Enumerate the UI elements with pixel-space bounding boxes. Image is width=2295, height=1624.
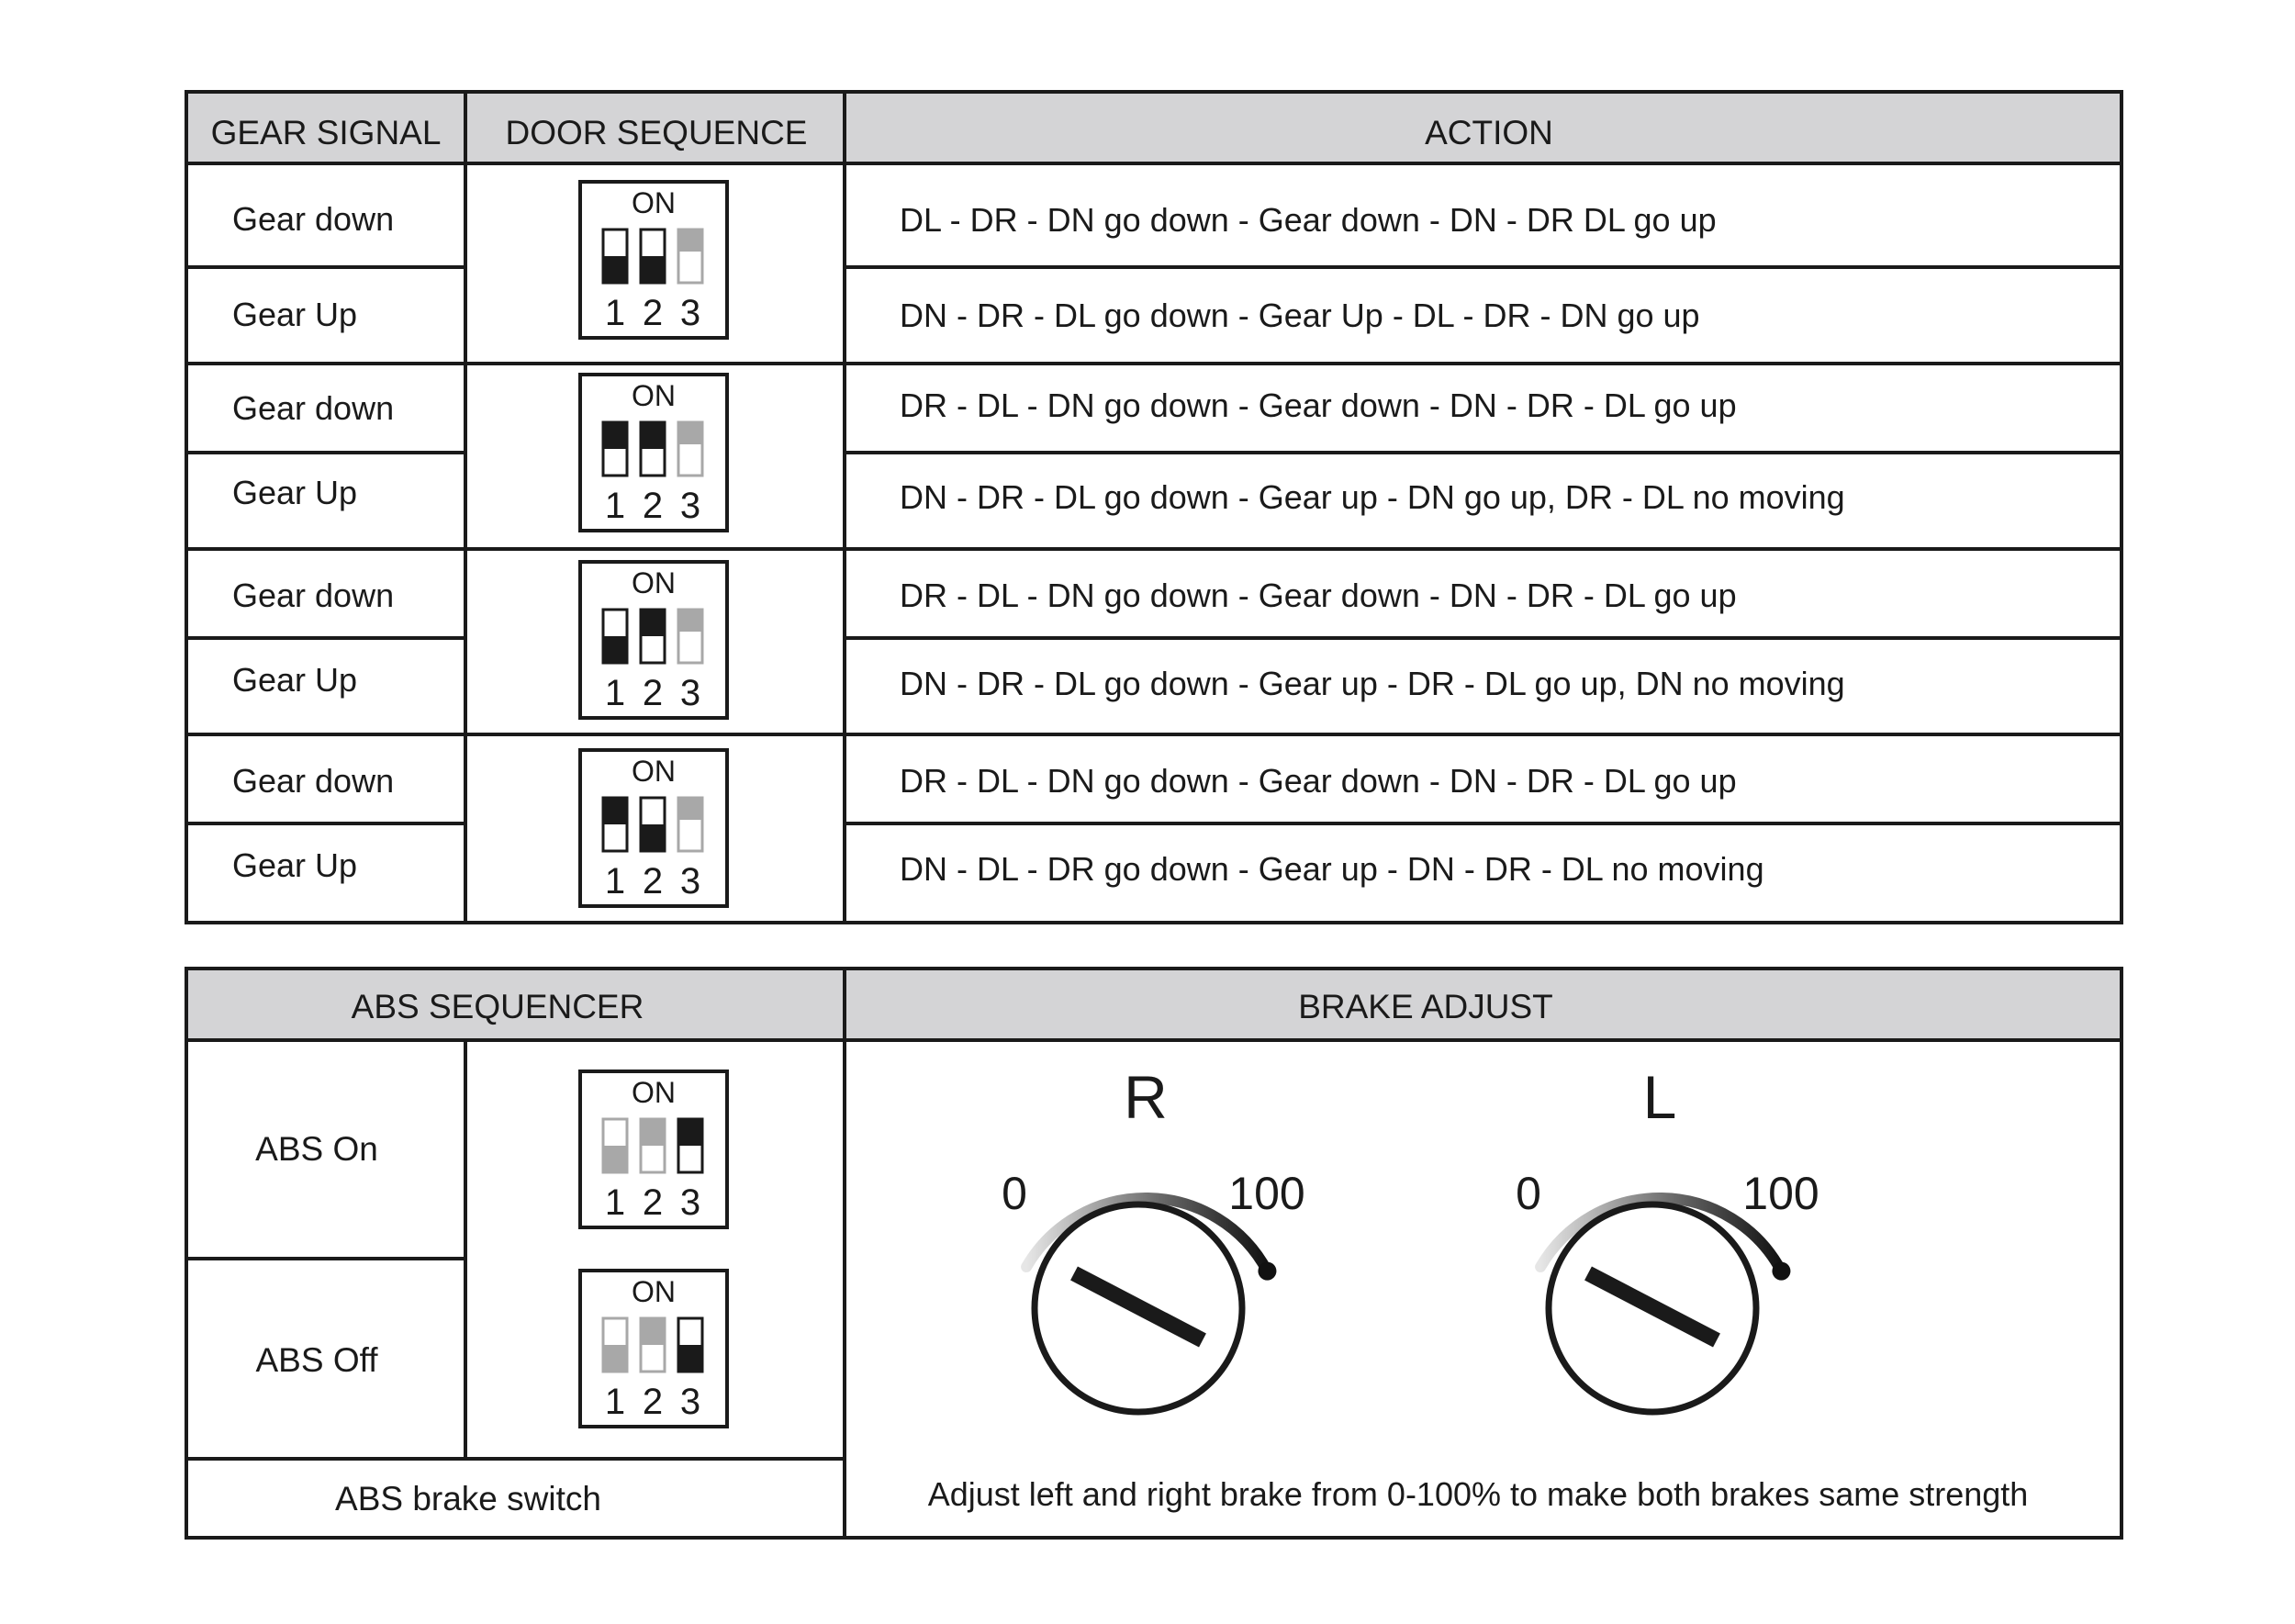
- dip-lever-knob: [603, 422, 627, 449]
- dip-number: 2: [642, 1182, 664, 1223]
- dip-lever-knob: [678, 798, 702, 820]
- dip-lever-knob: [603, 1345, 627, 1372]
- dial-min-label: 0: [1002, 1168, 1027, 1219]
- dip-number: 3: [679, 486, 701, 526]
- gear-signal-label: Gear down: [232, 577, 395, 614]
- dial-range-end: [1258, 1262, 1276, 1281]
- table-header-bg: [186, 92, 2121, 163]
- header-brake-adjust: BRAKE ADJUST: [1298, 988, 1553, 1025]
- abs-off-dip-switch: [580, 1271, 727, 1427]
- dip-on-label: ON: [632, 379, 676, 412]
- action-text: DR - DL - DN go down - Gear down - DN - DR - DL go up: [900, 386, 1737, 424]
- dip-number: 1: [604, 1182, 626, 1223]
- door-sequence-table: [186, 92, 2121, 923]
- dip-on-label: ON: [632, 1076, 676, 1109]
- dip-lever-knob: [678, 422, 702, 444]
- gear-signal-label: Gear down: [232, 762, 395, 800]
- abs-brake-switch-label: ABS brake switch: [335, 1480, 601, 1518]
- dip-on-label: ON: [632, 755, 676, 788]
- action-text: DR - DL - DN go down - Gear down - DN - DR - DL go up: [900, 762, 1737, 800]
- dip-lever-knob: [641, 256, 665, 283]
- gear-signal-label: Gear down: [232, 200, 395, 238]
- dip-lever-knob: [641, 610, 665, 636]
- gear-signal-label: Gear Up: [232, 846, 358, 884]
- dip-on-label: ON: [632, 566, 676, 599]
- dip-number: 1: [604, 1382, 626, 1422]
- dip-lever-knob: [641, 1119, 665, 1146]
- header-abs-sequencer: ABS SEQUENCER: [351, 988, 644, 1025]
- dip-lever-knob: [603, 636, 627, 663]
- dip-number: 3: [679, 293, 701, 333]
- door-dip-switch: [580, 750, 727, 906]
- dip-number: 1: [604, 293, 626, 333]
- dip-lever-knob: [641, 824, 665, 851]
- door-dip-switch: [580, 375, 727, 531]
- dip-number: 3: [679, 1382, 701, 1422]
- brake-adjust-note: Adjust left and right brake from 0-100% to make both brakes same strength: [927, 1475, 2029, 1513]
- dip-lever-knob: [678, 1119, 702, 1146]
- action-text: DN - DR - DL go down - Gear up - DR - DL go up, DN no moving: [900, 665, 1845, 702]
- header-action: ACTION: [1425, 114, 1553, 151]
- door-dip-switch: [580, 562, 727, 718]
- dip-lever-knob: [603, 798, 627, 824]
- dip-lever-knob: [641, 1318, 665, 1345]
- dip-number: 3: [679, 861, 701, 902]
- door-dip-switch: [580, 182, 727, 338]
- dip-number: 2: [642, 1382, 664, 1422]
- dial-side-label: R: [1124, 1063, 1168, 1131]
- action-text: DN - DR - DL go down - Gear up - DN go up, DR - DL no moving: [900, 478, 1845, 516]
- gear-signal-label: Gear Up: [232, 661, 358, 699]
- dip-number: 2: [642, 486, 664, 526]
- header-gear-signal: GEAR SIGNAL: [210, 114, 442, 151]
- dip-on-label: ON: [632, 186, 676, 219]
- dip-lever-knob: [678, 230, 702, 252]
- gear-signal-label: Gear down: [232, 389, 395, 427]
- dip-lever-knob: [603, 256, 627, 283]
- header-door-sequence: DOOR SEQUENCE: [505, 114, 808, 151]
- dip-on-label: ON: [632, 1275, 676, 1308]
- dial-side-label: L: [1642, 1063, 1677, 1131]
- action-text: DN - DL - DR go down - Gear up - DN - DR - DL no moving: [900, 850, 1764, 888]
- dip-number: 1: [604, 861, 626, 902]
- dial-range-end: [1772, 1262, 1790, 1281]
- dip-number: 3: [679, 673, 701, 713]
- abs-brake-table: [186, 969, 2121, 1538]
- gear-signal-label: Gear Up: [232, 296, 358, 333]
- left-brake-dial[interactable]: [1516, 1063, 1819, 1412]
- abs-off-label: ABS Off: [255, 1341, 378, 1379]
- dip-lever-knob: [603, 1146, 627, 1172]
- dip-lever-knob: [641, 422, 665, 449]
- dip-number: 2: [642, 293, 664, 333]
- dial-max-label: 100: [1742, 1168, 1819, 1219]
- dial-min-label: 0: [1516, 1168, 1541, 1219]
- action-text: DR - DL - DN go down - Gear down - DN - DR - DL go up: [900, 577, 1737, 614]
- abs-on-dip-switch: [580, 1071, 727, 1227]
- dip-number: 2: [642, 861, 664, 902]
- dip-lever-knob: [678, 1345, 702, 1372]
- dip-number: 1: [604, 673, 626, 713]
- dip-number: 1: [604, 486, 626, 526]
- gear-signal-label: Gear Up: [232, 474, 358, 511]
- dial-max-label: 100: [1228, 1168, 1305, 1219]
- dip-number: 2: [642, 673, 664, 713]
- action-text: DL - DR - DN go down - Gear down - DN - DR DL go up: [900, 201, 1717, 239]
- action-text: DN - DR - DL go down - Gear Up - DL - DR - DN go up: [900, 297, 1700, 334]
- dip-lever-knob: [678, 610, 702, 632]
- dip-number: 3: [679, 1182, 701, 1223]
- abs-on-label: ABS On: [255, 1130, 378, 1168]
- right-brake-dial[interactable]: [1002, 1063, 1305, 1412]
